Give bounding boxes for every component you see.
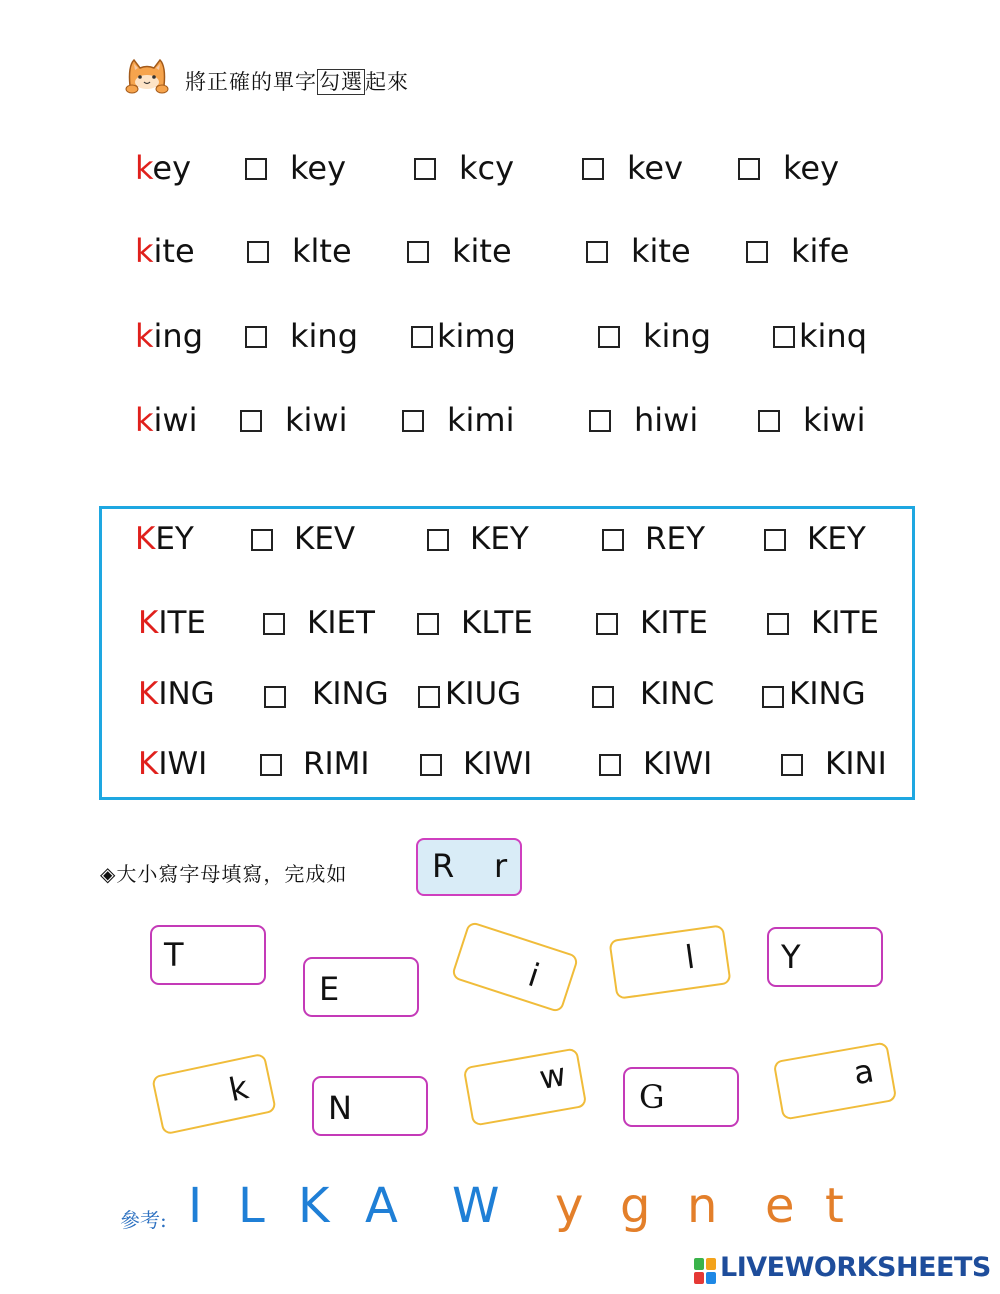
target-rest: EY xyxy=(155,521,194,557)
option-label: KING xyxy=(789,676,866,712)
word-row-KEY xyxy=(0,519,1000,559)
target-first-letter: K xyxy=(135,521,156,557)
word-row-kite xyxy=(0,231,1000,271)
instruction-heading xyxy=(185,66,409,96)
option-label: kev xyxy=(627,149,684,187)
target-rest: iwi xyxy=(153,401,198,439)
option-checkbox[interactable] xyxy=(260,754,282,776)
target-rest: ITE xyxy=(158,605,207,641)
option-label: KEV xyxy=(294,521,356,557)
option-checkbox[interactable] xyxy=(781,754,803,776)
option-checkbox[interactable] xyxy=(417,613,439,635)
option-label: kiwi xyxy=(285,401,348,439)
tile-letter: Y xyxy=(781,938,801,976)
option-checkbox[interactable] xyxy=(264,686,286,708)
option-checkbox[interactable] xyxy=(245,326,267,348)
option-label: KINI xyxy=(825,746,887,782)
letter-tile-w[interactable] xyxy=(463,1047,588,1126)
cat-icon xyxy=(122,56,172,96)
word-row-key xyxy=(0,148,1000,188)
target-rest: ing xyxy=(153,317,204,355)
option-label: KEY xyxy=(470,521,529,557)
option-label: KEY xyxy=(807,521,866,557)
word-row-kiwi xyxy=(0,400,1000,440)
option-checkbox[interactable] xyxy=(598,326,620,348)
option-checkbox[interactable] xyxy=(411,326,433,348)
tile-letter: E xyxy=(319,970,340,1008)
option-label: key xyxy=(783,149,840,187)
target-word xyxy=(138,674,215,714)
word-row-king xyxy=(0,316,1000,356)
tile-letter: G xyxy=(639,1078,665,1116)
tile-letter: k xyxy=(225,1068,252,1110)
word-row-KING xyxy=(0,674,1000,714)
option-checkbox[interactable] xyxy=(746,241,768,263)
letter-tile-i[interactable] xyxy=(451,921,580,1014)
option-checkbox[interactable] xyxy=(586,241,608,263)
option-checkbox[interactable] xyxy=(420,754,442,776)
option-label: kimi xyxy=(447,401,515,439)
option-label: KIWI xyxy=(463,746,533,782)
tile-letter: N xyxy=(328,1089,352,1127)
target-word xyxy=(138,603,206,643)
option-checkbox[interactable] xyxy=(762,686,784,708)
fill-instruction: ◈大小寫字母填寫，完成如 xyxy=(100,862,348,886)
option-label: kimg xyxy=(437,317,516,355)
instruction-boxed-word: 勾選 xyxy=(319,70,363,94)
target-rest: ite xyxy=(153,232,195,270)
option-checkbox[interactable] xyxy=(263,613,285,635)
option-checkbox[interactable] xyxy=(245,158,267,180)
word-row-KIWI xyxy=(0,744,1000,784)
tile-letter: i xyxy=(523,955,544,995)
option-checkbox[interactable] xyxy=(592,686,614,708)
option-label: key xyxy=(290,149,347,187)
option-checkbox[interactable] xyxy=(427,529,449,551)
logo-text: LIVEWORKSHEETS xyxy=(720,1252,991,1283)
logo-square-icon xyxy=(694,1258,704,1270)
instruction-part-1: 將正確的單字 xyxy=(185,70,317,94)
letter-tile-T[interactable] xyxy=(150,925,266,985)
option-checkbox[interactable] xyxy=(589,410,611,432)
example-tile xyxy=(416,838,522,896)
option-label: kife xyxy=(791,232,850,270)
letter-tile-N[interactable] xyxy=(312,1076,428,1136)
option-label: kinq xyxy=(799,317,868,355)
reference-letter: y xyxy=(555,1178,584,1234)
target-first-letter: k xyxy=(135,149,153,187)
option-label: kite xyxy=(631,232,691,270)
option-label: REY xyxy=(645,521,706,557)
option-checkbox[interactable] xyxy=(738,158,760,180)
reference-letter: n xyxy=(687,1178,718,1234)
option-checkbox[interactable] xyxy=(247,241,269,263)
target-word xyxy=(135,148,191,188)
option-checkbox[interactable] xyxy=(414,158,436,180)
target-first-letter: k xyxy=(135,401,154,439)
reference-letter: g xyxy=(620,1178,651,1234)
logo-square-icon xyxy=(706,1258,716,1270)
target-word xyxy=(135,231,195,271)
option-label: KIET xyxy=(307,605,375,641)
target-rest: ING xyxy=(158,676,215,712)
option-label: RIMI xyxy=(303,746,370,782)
option-checkbox[interactable] xyxy=(764,529,786,551)
option-label: king xyxy=(643,317,712,355)
instruction-part-3: 起來 xyxy=(365,70,409,94)
option-label: kcy xyxy=(459,149,515,187)
option-label: KLTE xyxy=(461,605,533,641)
target-word xyxy=(135,316,203,356)
letter-tile-l[interactable] xyxy=(608,924,731,1000)
letter-tile-a[interactable] xyxy=(773,1041,898,1120)
option-label: KIUG xyxy=(445,676,522,712)
reference-letter: t xyxy=(825,1178,844,1234)
logo-square-icon xyxy=(706,1272,716,1284)
option-checkbox[interactable] xyxy=(402,410,424,432)
target-rest: ey xyxy=(152,149,192,187)
target-first-letter: k xyxy=(135,317,154,355)
reference-label: 參考: xyxy=(120,1208,167,1232)
reference-letter: W xyxy=(452,1178,500,1234)
option-label: KIWI xyxy=(643,746,713,782)
word-row-KITE xyxy=(0,603,1000,643)
reference-letter: L xyxy=(238,1178,265,1234)
target-word xyxy=(135,519,194,559)
tile-letter: a xyxy=(850,1051,877,1093)
letter-tile-G[interactable] xyxy=(623,1067,739,1127)
letter-tile-Y[interactable] xyxy=(767,927,883,987)
reference-letter: A xyxy=(365,1178,398,1234)
target-first-letter: k xyxy=(135,232,154,270)
option-checkbox[interactable] xyxy=(582,158,604,180)
tile-letter: l xyxy=(682,937,698,977)
tile-letter: w xyxy=(536,1055,569,1098)
option-label: KINC xyxy=(640,676,715,712)
tile-letter: T xyxy=(164,936,184,974)
target-rest: IWI xyxy=(158,746,208,782)
target-first-letter: K xyxy=(138,746,159,782)
option-checkbox[interactable] xyxy=(758,410,780,432)
logo-square-icon xyxy=(694,1272,704,1284)
option-label: kite xyxy=(452,232,512,270)
letter-tile-E[interactable] xyxy=(303,957,419,1017)
option-checkbox[interactable] xyxy=(407,241,429,263)
option-label: hiwi xyxy=(634,401,699,439)
target-first-letter: K xyxy=(138,605,159,641)
target-word xyxy=(138,744,207,784)
reference-letter: K xyxy=(298,1178,330,1234)
option-checkbox[interactable] xyxy=(240,410,262,432)
example-lower: r xyxy=(494,847,508,885)
option-checkbox[interactable] xyxy=(773,326,795,348)
option-checkbox[interactable] xyxy=(596,613,618,635)
letter-tile-k[interactable] xyxy=(151,1053,277,1136)
option-label: KITE xyxy=(640,605,708,641)
option-checkbox[interactable] xyxy=(767,613,789,635)
option-label: king xyxy=(290,317,359,355)
reference-letter: e xyxy=(765,1178,795,1234)
option-label: kiwi xyxy=(803,401,866,439)
option-checkbox[interactable] xyxy=(602,529,624,551)
option-label: klte xyxy=(292,232,352,270)
target-word xyxy=(135,400,197,440)
option-label: KITE xyxy=(811,605,879,641)
option-label: KING xyxy=(312,676,389,712)
option-checkbox[interactable] xyxy=(418,686,440,708)
reference-letter: I xyxy=(188,1178,203,1234)
option-checkbox[interactable] xyxy=(251,529,273,551)
target-first-letter: K xyxy=(138,676,159,712)
option-checkbox[interactable] xyxy=(599,754,621,776)
example-upper: R xyxy=(432,847,455,885)
